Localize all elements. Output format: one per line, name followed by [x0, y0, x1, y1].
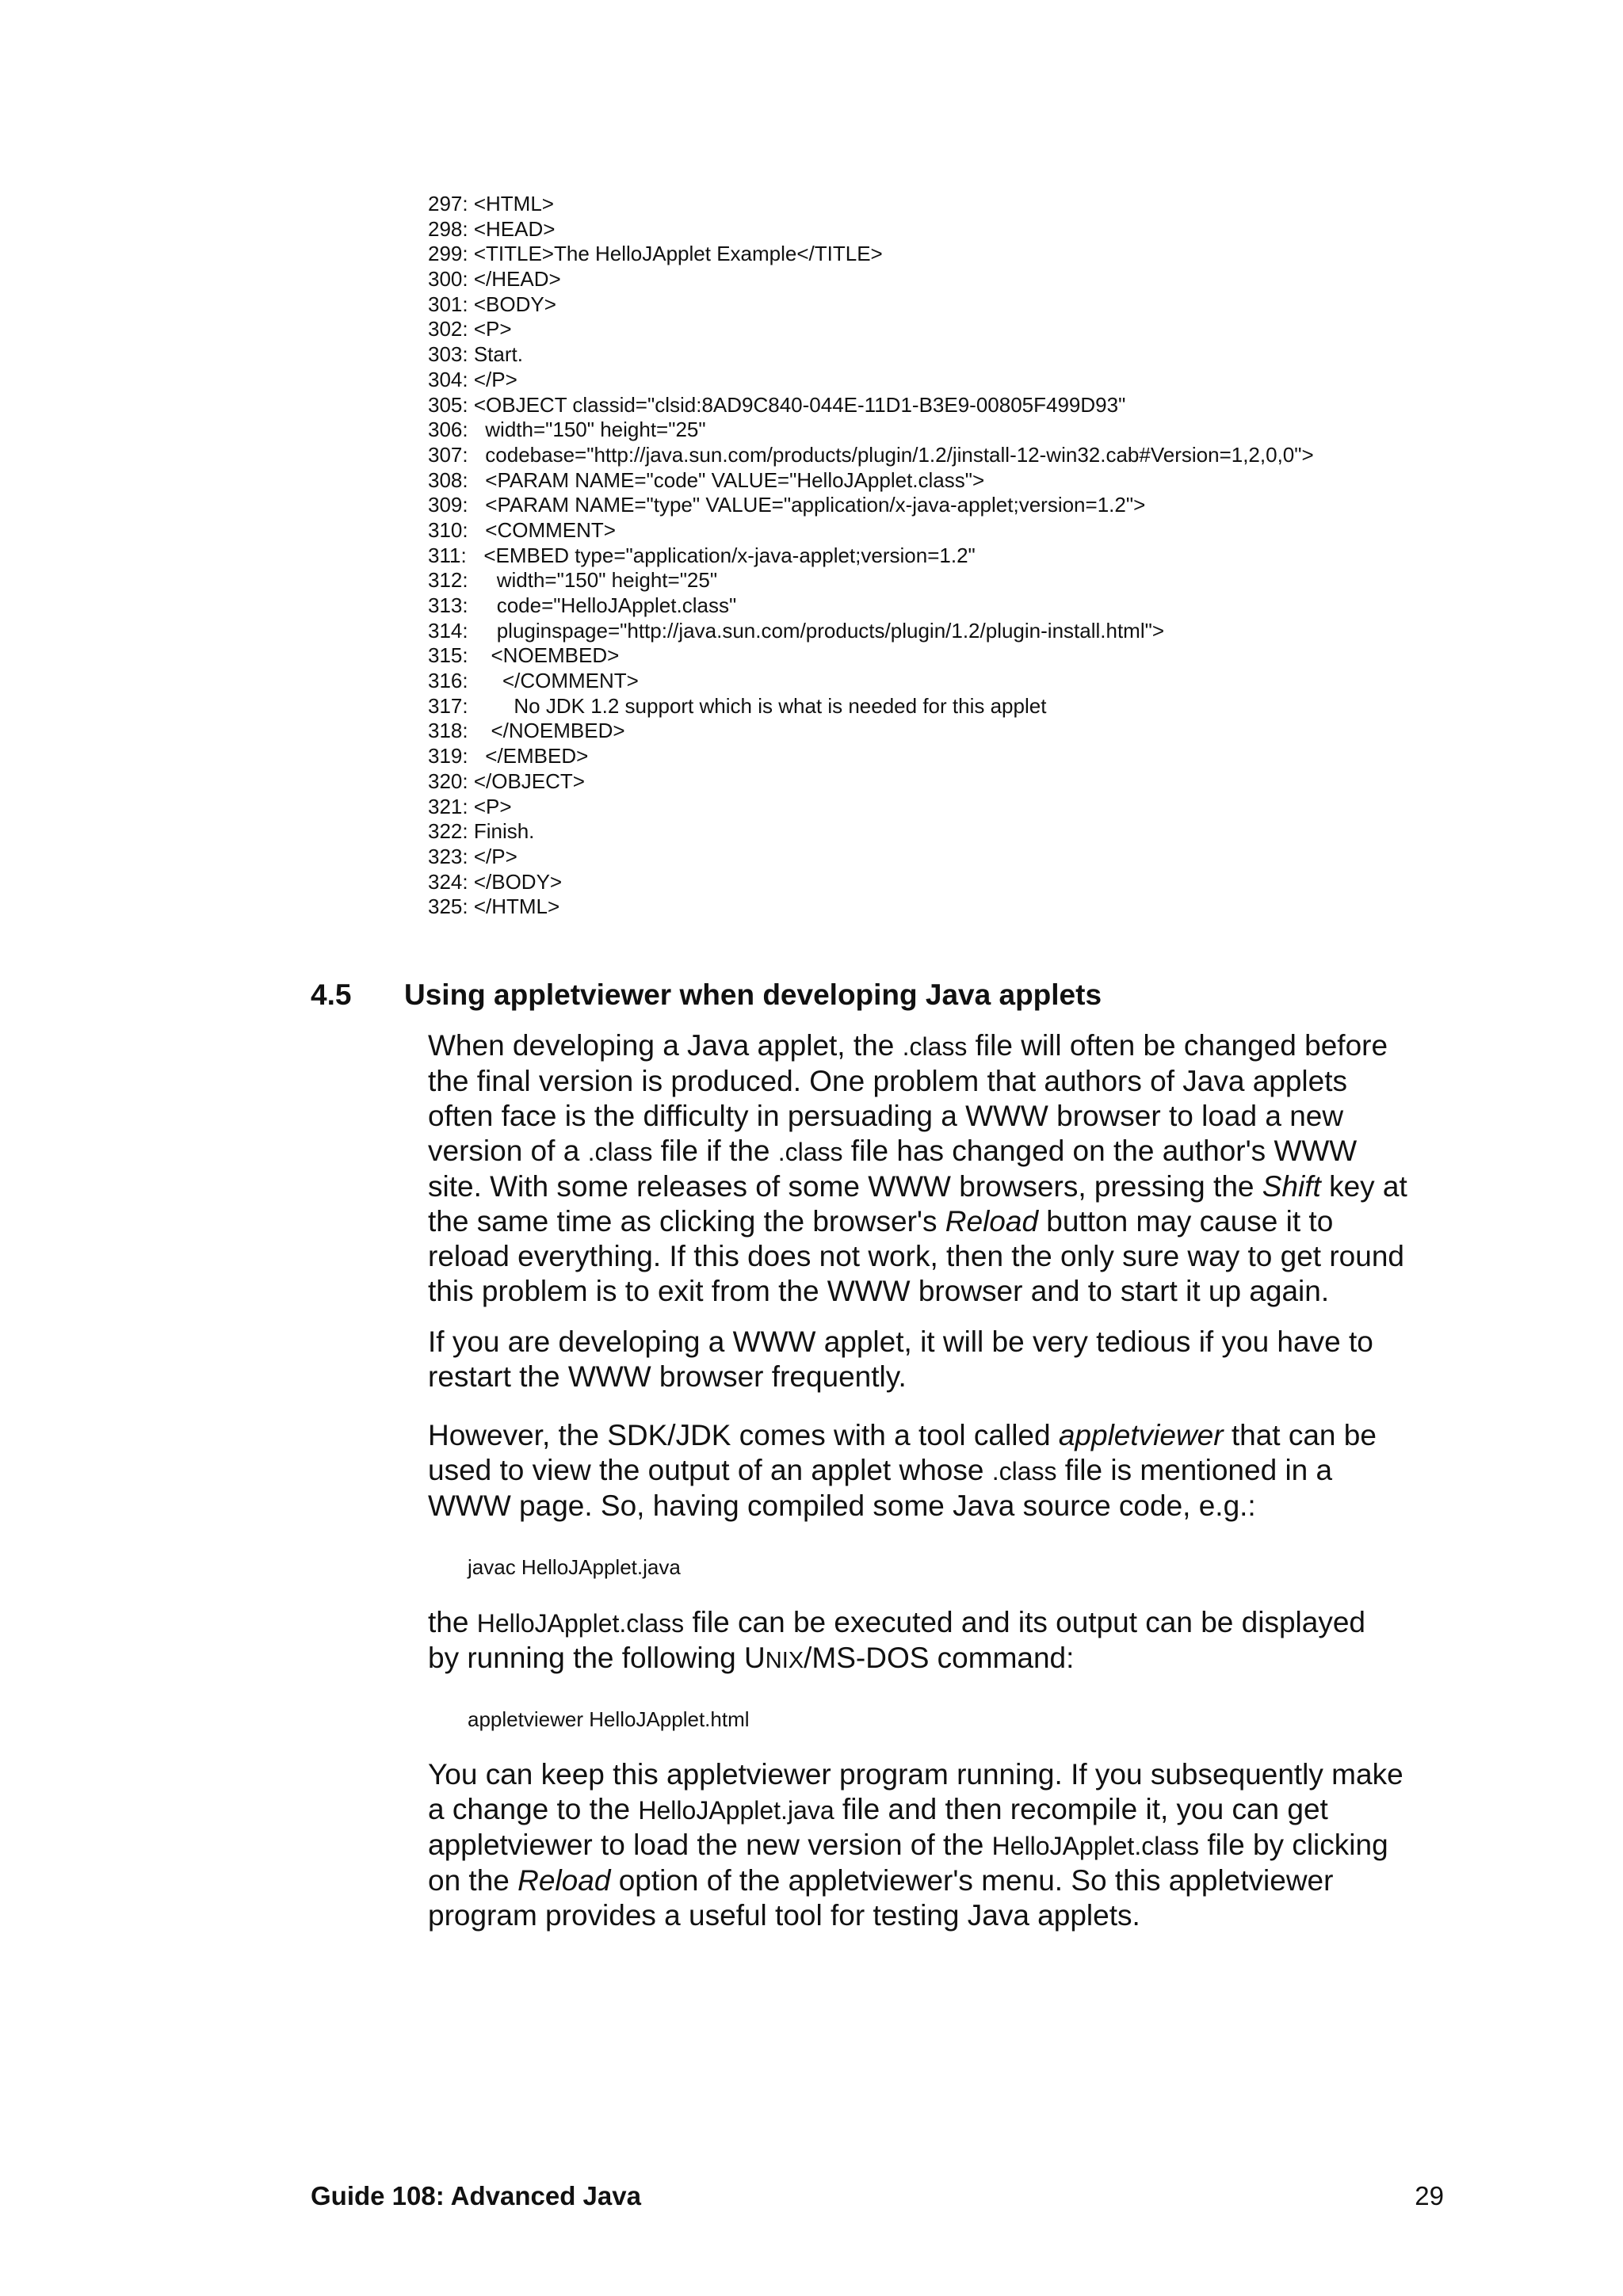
code-line: 302: <P> — [428, 317, 512, 341]
code-line: 305: <OBJECT classid="clsid:8AD9C840-044E-11D1-B3E9-00805F499D93" — [428, 392, 1126, 417]
text-line: WWW page. So, having compiled some Java source code, e.g.: — [428, 1489, 1256, 1522]
code-line: 321: <P> — [428, 794, 512, 818]
code-line: 317: No JDK 1.2 support which is what is needed for this applet — [428, 693, 1047, 718]
text-line: this problem is to exit from the WWW browser and to start it up again. — [428, 1275, 1330, 1307]
footer-guide-title: Guide 108: Advanced Java — [311, 2181, 641, 2210]
code-listing — [428, 192, 1537, 920]
paragraph-1 — [428, 1028, 1458, 1309]
paragraph-5 — [428, 1757, 1458, 1933]
text-line: used to view the output of an applet whose .class file is mentioned in a — [428, 1454, 1333, 1486]
code-line: 313: code="HelloJApplet.class" — [428, 593, 737, 617]
code-line: 310: <COMMENT> — [428, 517, 616, 542]
text-line: the HelloJApplet.class file can be executed and its output can be displayed — [428, 1606, 1365, 1638]
code-line: 311: <EMBED type="application/x-java-applet;version=1.2" — [428, 543, 976, 567]
command-example-javac: javac HelloJApplet.java — [468, 1555, 681, 1579]
code-line: 309: <PARAM NAME="type" VALUE="application/x-java-applet;version=1.2"> — [428, 493, 1146, 517]
code-line: 297: <HTML> — [428, 192, 554, 215]
text-line: on the Reload option of the appletviewer's menu. So this appletviewer — [428, 1864, 1334, 1897]
code-line: 301: <BODY> — [428, 292, 556, 316]
text-line: version of a .class file if the .class file has changed on the author's WWW — [428, 1135, 1358, 1167]
text-line: If you are developing a WWW applet, it will be very tedious if you have to — [428, 1325, 1373, 1358]
text-line: by running the following UNIX/MS-DOS command: — [428, 1642, 1075, 1674]
text-line: When developing a Java applet, the .class file will often be changed before — [428, 1029, 1388, 1062]
footer-page-number: 29 — [1415, 2181, 1444, 2210]
code-line: 298: <HEAD> — [428, 216, 556, 241]
text-line: program provides a useful tool for testing Java applets. — [428, 1899, 1140, 1932]
code-line: 318: </NOEMBED> — [428, 719, 625, 743]
code-line: 322: Finish. — [428, 819, 535, 844]
code-line: 306: width="150" height="25" — [428, 418, 706, 442]
code-line: 308: <PARAM NAME="code" VALUE="HelloJApplet.class"> — [428, 467, 985, 492]
text-line: often face is the difficulty in persuading a WWW browser to load a new — [428, 1100, 1344, 1132]
text-line: the final version is produced. One problem that authors of Java applets — [428, 1065, 1348, 1097]
text-line: restart the WWW browser frequently. — [428, 1360, 907, 1393]
code-line: 324: </BODY> — [428, 869, 563, 894]
text-line: However, the SDK/JDK comes with a tool called appletviewer that can be — [428, 1419, 1377, 1451]
text-line: You can keep this appletviewer program running. If you subsequently make — [428, 1758, 1403, 1791]
code-line: 314: pluginspage="http://java.sun.com/products/plugin/1.2/plugin-install.html"> — [428, 618, 1165, 643]
section-number: 4.5 — [311, 978, 352, 1011]
text-line: reload everything. If this does not work, then the only sure way to get round — [428, 1240, 1404, 1272]
section-title: Using appletviewer when developing Java applets — [404, 978, 1102, 1011]
text-line: the same time as clicking the browser's Reload button may cause it to — [428, 1205, 1334, 1238]
code-line: 299: <TITLE>The HelloJApplet Example</TITLE> — [428, 242, 883, 266]
code-line: 325: </HTML> — [428, 894, 560, 919]
code-line: 323: </P> — [428, 844, 517, 868]
code-line: 312: width="150" height="25" — [428, 568, 718, 593]
code-line: 316: </COMMENT> — [428, 669, 639, 693]
text-line: site. With some releases of some WWW browsers, pressing the Shift key at — [428, 1170, 1407, 1203]
code-line: 315: <NOEMBED> — [428, 643, 620, 668]
paragraph-2 — [428, 1325, 1458, 1394]
section-heading — [311, 976, 1102, 1014]
code-line: 300: </HEAD> — [428, 267, 561, 292]
code-line: 320: </OBJECT> — [428, 769, 585, 793]
code-line: 307: codebase="http://java.sun.com/products/plugin/1.2/jinstall-12-win32.cab#Version=1,2,0,0"> — [428, 442, 1314, 467]
code-line: 319: </EMBED> — [428, 744, 589, 769]
text-line: appletviewer to load the new version of the HelloJApplet.class file by clicking — [428, 1829, 1388, 1861]
text-line: a change to the HelloJApplet.java file and then recompile it, you can get — [428, 1793, 1328, 1825]
paragraph-4 — [428, 1605, 1458, 1678]
code-line: 303: Start. — [428, 342, 523, 367]
code-line: 304: </P> — [428, 367, 517, 391]
command-example-appletviewer: appletviewer HelloJApplet.html — [468, 1707, 750, 1731]
paragraph-3 — [428, 1418, 1458, 1524]
